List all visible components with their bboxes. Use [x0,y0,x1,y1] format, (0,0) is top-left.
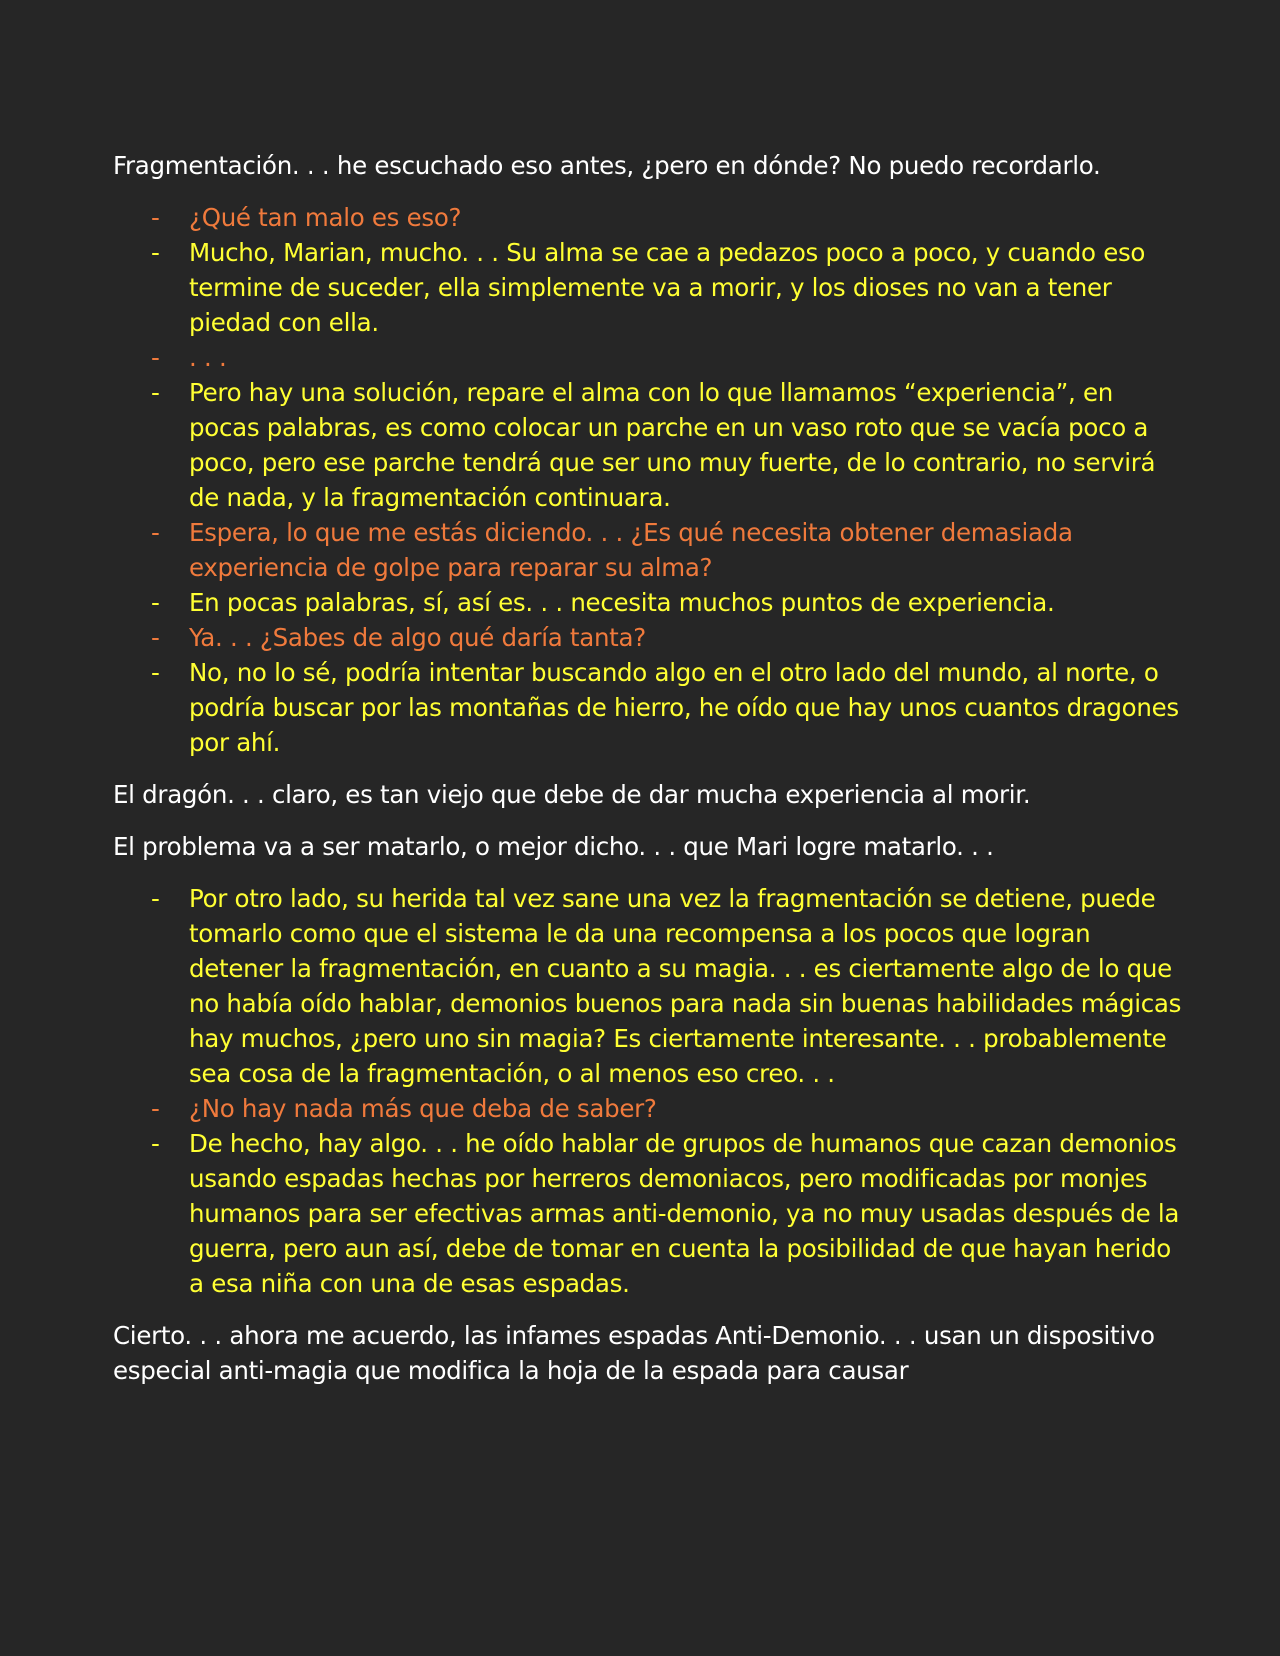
dialogue-text: Por otro lado, su herida tal vez sane una vez la fragmentación se detiene, puede tomarlo como que el sistema le da una recompensa a los pocos que logran detener la fragmentación, en cuanto a su magia. . . es ciertamente algo de lo que no había oído hablar, demonios buenos para nada sin buenas habilidades mágicas hay muchos, ¿pero uno sin magia? Es ciertamente interesante. . . probablemente sea cosa de la fragmentación, o al menos eso creo. . . [189,884,1182,1088]
dialogue-line [113,340,1183,375]
dialogue-text: Ya. . . ¿Sabes de algo qué daría tanta? [189,623,646,652]
dialogue-dash: - [151,518,160,547]
dialogue-dash: - [151,343,160,372]
dialogue-dash: - [151,378,160,407]
dialogue-line [113,515,1183,585]
narration-paragraph: Cierto. . . ahora me acuerdo, las infames espadas Anti-Demonio. . . usan un dispositivo especial anti-magia que modifica la hoja de la espada para causar [113,1321,1155,1385]
narration-paragraph: El dragón. . . claro, es tan viejo que debe de dar mucha experiencia al morir. [113,780,1031,809]
dialogue-dash: - [151,1129,160,1158]
dialogue-dash: - [151,203,160,232]
dialogue-dash: - [151,588,160,617]
dialogue-text: ¿No hay nada más que deba de saber? [189,1094,657,1123]
dialogue-line [113,1091,1183,1126]
dialogue-text: Mucho, Marian, mucho. . . Su alma se cae a pedazos poco a poco, y cuando eso termine de suceder, ella simplemente va a morir, y los dioses no van a tener piedad con ella. [189,238,1146,337]
dialogue-text: De hecho, hay algo. . . he oído hablar de grupos de humanos que cazan demonios usando espadas hechas por herreros demoniacos, pero modificadas por monjes humanos para ser efectivas armas anti-demonio, ya no muy usadas después de la guerra, pero aun así, debe de tomar en cuenta la posibilidad de que hayan herido a esa niña con una de esas espadas. [189,1129,1180,1298]
dialogue-dash: - [151,623,160,652]
dialogue-text: Pero hay una solución, repare el alma con lo que llamamos “experiencia”, en pocas palabras, es como colocar un parche en un vaso roto que se vacía poco a poco, pero ese parche tendrá que ser uno muy fuerte, de lo contrario, no servirá de nada, y la fragmentación continuara. [189,378,1156,512]
dialogue-line [113,235,1183,340]
dialogue-line [113,375,1183,515]
dialogue-text: No, no lo sé, podría intentar buscando algo en el otro lado del mundo, al norte, o podría buscar por las montañas de hierro, he oído que hay unos cuantos dragones por ahí. [189,658,1179,757]
dialogue-dash: - [151,658,160,687]
narration-paragraph: Fragmentación. . . he escuchado eso antes, ¿pero en dónde? No puedo recordarlo. [113,151,1101,180]
dialogue-dash: - [151,1094,160,1123]
dialogue-text: ¿Qué tan malo es eso? [189,203,462,232]
dialogue-line [113,881,1183,1091]
dialogue-dash: - [151,238,160,267]
dialogue-list [113,881,1183,1301]
document-page [113,148,1183,1405]
dialogue-text: En pocas palabras, sí, así es. . . necesita muchos puntos de experiencia. [189,588,1055,617]
dialogue-line [113,655,1183,760]
dialogue-line [113,200,1183,235]
dialogue-line [113,585,1183,620]
dialogue-dash: - [151,884,160,913]
narration-paragraph: El problema va a ser matarlo, o mejor dicho. . . que Mari logre matarlo. . . [113,832,994,861]
dialogue-line [113,620,1183,655]
dialogue-list [113,200,1183,760]
dialogue-text: . . . [189,343,227,372]
dialogue-text: Espera, lo que me estás diciendo. . . ¿Es qué necesita obtener demasiada experiencia de golpe para reparar su alma? [189,518,1073,582]
dialogue-line [113,1126,1183,1301]
